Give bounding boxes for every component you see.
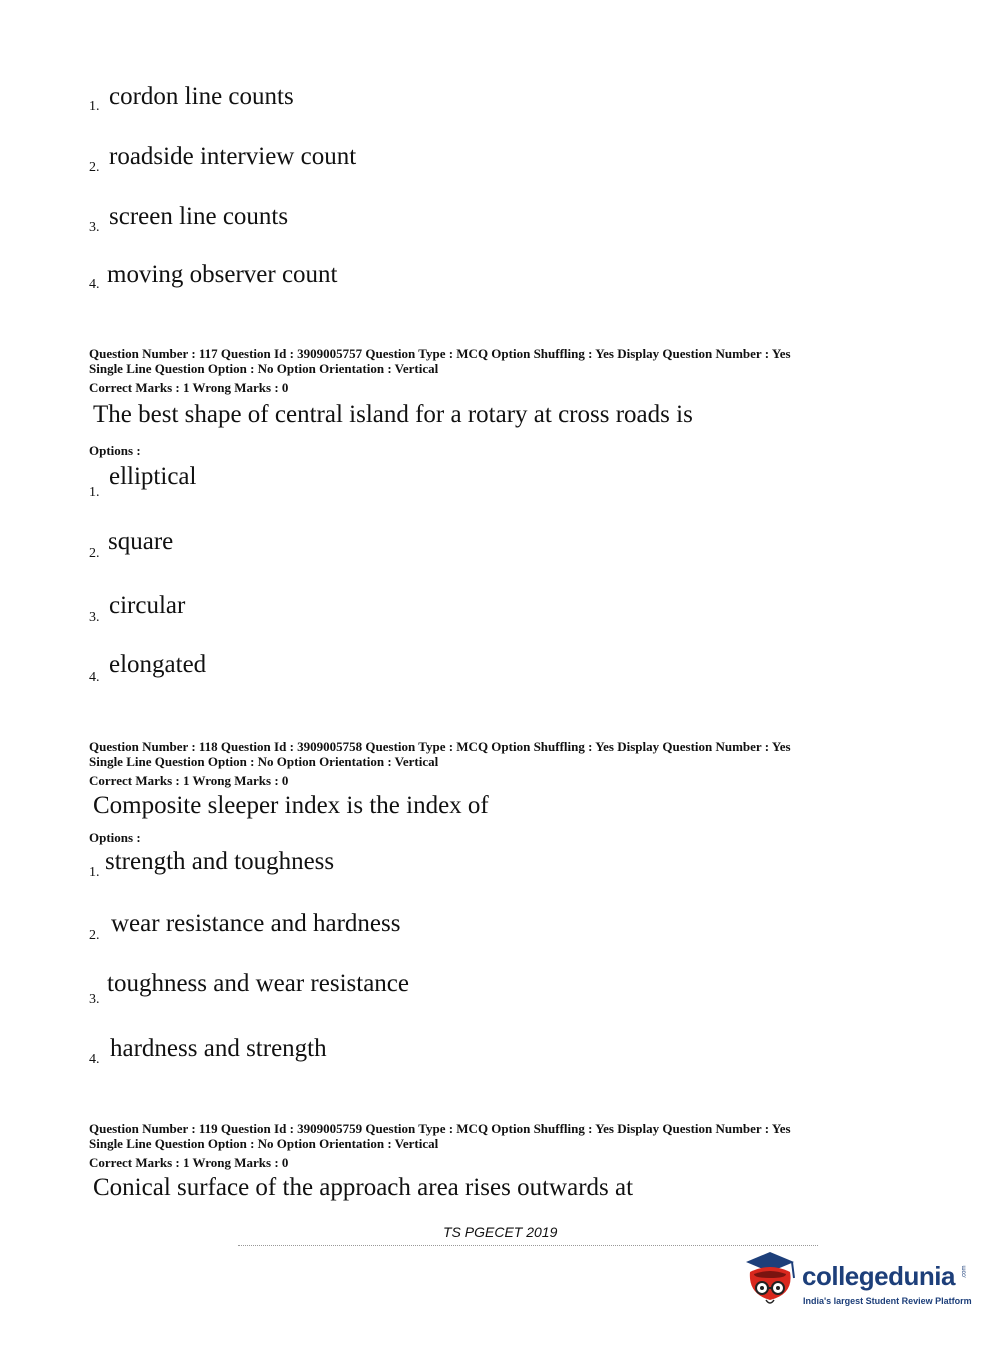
option-text: elongated: [109, 651, 207, 678]
option-number: 1.: [89, 485, 100, 500]
logo-tagline: India's largest Student Review Platform: [803, 1296, 972, 1306]
logo-brand: collegedunia: [802, 1261, 955, 1291]
option-number: 3.: [89, 220, 100, 235]
question-meta-line: Single Line Question Option : No Option Orientation : Vertical: [89, 754, 439, 769]
question-meta: [89, 346, 791, 376]
question-meta-line: Single Line Question Option : No Option Orientation : Vertical: [89, 361, 439, 376]
question-marks: Correct Marks : 1 Wrong Marks : 0: [89, 1155, 289, 1170]
question-meta: [89, 739, 791, 769]
question-text: Composite sleeper index is the index of: [93, 792, 489, 819]
option-number: 1.: [89, 865, 100, 880]
question-meta-line: Single Line Question Option : No Option Orientation : Vertical: [89, 1136, 439, 1151]
question-meta: [89, 1121, 791, 1151]
option-text: screen line counts: [109, 203, 289, 230]
option-number: 3.: [89, 610, 100, 625]
option-text: cordon line counts: [109, 83, 294, 110]
question-meta-line: Question Number : 119 Question Id : 3909005759 Question Type : MCQ Option Shuffling : Yes Display Question Number : Yes: [89, 1121, 791, 1136]
option-number: 2.: [89, 546, 100, 561]
option-text: moving observer count: [107, 261, 338, 288]
option-text: square: [108, 528, 174, 555]
option-text: roadside interview count: [109, 143, 357, 170]
option-number: 2.: [89, 160, 100, 175]
question-text: The best shape of central island for a rotary at cross roads is: [93, 401, 693, 428]
option-number: 3.: [89, 992, 100, 1007]
option-number: 4.: [89, 277, 100, 292]
logo-com: .com: [961, 1265, 968, 1279]
question-meta-line: Question Number : 118 Question Id : 3909005758 Question Type : MCQ Option Shuffling : Yes Display Question Number : Yes: [89, 739, 791, 754]
option-text: elliptical: [109, 463, 197, 490]
option-number: 2.: [89, 928, 100, 943]
option-text: wear resistance and hardness: [111, 910, 401, 937]
page-footer: TS PGECET 2019: [443, 1224, 558, 1240]
mascot-icon: [740, 1248, 804, 1310]
collegedunia-logo: [740, 1248, 970, 1318]
option-number: 4.: [89, 1052, 100, 1067]
option-number: 4.: [89, 670, 100, 685]
option-text: strength and toughness: [105, 848, 335, 875]
options-label: Options :: [89, 830, 141, 845]
options-label: Options :: [89, 443, 141, 458]
option-text: hardness and strength: [110, 1035, 327, 1062]
option-number: 1.: [89, 99, 100, 114]
footer-divider: [238, 1245, 818, 1246]
option-text: toughness and wear resistance: [107, 970, 409, 997]
option-text: circular: [109, 592, 186, 619]
question-text: Conical surface of the approach area rises outwards at: [93, 1174, 634, 1201]
question-meta-line: Question Number : 117 Question Id : 3909005757 Question Type : MCQ Option Shuffling : Yes Display Question Number : Yes: [89, 346, 791, 361]
question-marks: Correct Marks : 1 Wrong Marks : 0: [89, 380, 289, 395]
question-marks: Correct Marks : 1 Wrong Marks : 0: [89, 773, 289, 788]
